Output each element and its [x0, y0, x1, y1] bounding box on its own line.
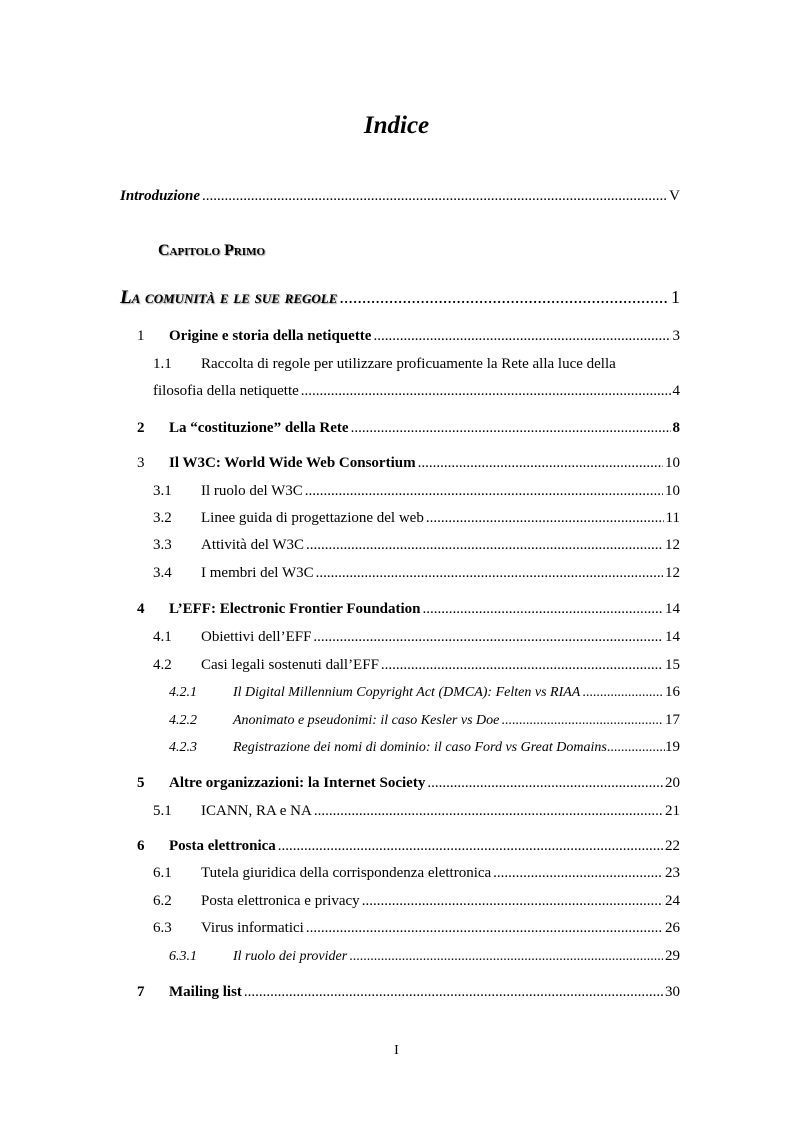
- toc-entry-3-2[interactable]: [153, 508, 680, 528]
- toc-entry-2[interactable]: [137, 418, 680, 438]
- dot-leader: [362, 891, 663, 911]
- toc-page-number: 8: [672, 420, 680, 436]
- toc-entry-3-1[interactable]: [153, 481, 680, 501]
- toc-page-number: 17: [665, 712, 680, 728]
- chapter-title: La comunità e le sue regole: [120, 287, 338, 308]
- toc-entry-label: Tutela giuridica della corrispondenza elettronica: [201, 865, 492, 881]
- toc-section-number: 4.2.3: [169, 740, 197, 755]
- toc-page-number: 14: [665, 601, 680, 617]
- toc-entry-1-1-continued[interactable]: [153, 381, 680, 401]
- page-number: I: [394, 1043, 399, 1058]
- toc-entry-label: Linee guida di progettazione del web: [201, 510, 424, 526]
- dot-leader: [306, 535, 663, 555]
- toc-entry-4-2-1[interactable]: [169, 682, 680, 702]
- toc-entry-3-3[interactable]: [153, 535, 680, 555]
- toc-section-number: 1.1: [153, 356, 172, 372]
- chapter-label: Capitolo Primo: [158, 242, 266, 259]
- toc-entry-label: La “costituzione” della Rete: [169, 420, 349, 436]
- toc-page-number: 3: [672, 328, 680, 344]
- dot-leader: [607, 738, 665, 758]
- toc-page-number: 11: [665, 510, 680, 526]
- toc-page-number: 16: [665, 684, 680, 700]
- toc-section-number: 6.2: [153, 893, 172, 909]
- toc-entry-6-3-1[interactable]: [169, 946, 680, 966]
- toc-entry-label: Attività del W3C: [201, 537, 305, 553]
- toc-entry-label: I membri del W3C: [201, 565, 314, 581]
- dot-leader: [427, 773, 663, 793]
- toc-page-number: 10: [665, 455, 680, 471]
- toc-entry-label: Virus informatici: [201, 920, 304, 936]
- toc-entry-label: Casi legali sostenuti dall’EFF: [201, 657, 379, 673]
- toc-entry-4-1[interactable]: [153, 627, 680, 647]
- toc-section-number: 3.3: [153, 537, 172, 553]
- toc-entry-label: Il Digital Millennium Copyright Act (DMCA): Felten vs RIAA: [233, 685, 581, 700]
- toc-section-number: 3.1: [153, 483, 172, 499]
- toc-section-number: 3: [137, 455, 145, 471]
- dot-leader: [418, 453, 663, 473]
- toc-section-number: 4.2.1: [169, 685, 197, 700]
- toc-entry-4-2[interactable]: [153, 655, 680, 675]
- toc-entry-6-1[interactable]: [153, 863, 680, 883]
- toc-entry-7[interactable]: [137, 982, 680, 1002]
- toc-entry-label: Altre organizzazioni: la Internet Society: [169, 775, 426, 791]
- toc-page-number: 24: [665, 893, 680, 909]
- toc-entry-4-2-3[interactable]: [169, 737, 680, 757]
- dot-leader: [426, 508, 664, 528]
- toc-section-number: 6.3.1: [169, 949, 197, 964]
- toc-section-number: 6.3: [153, 920, 172, 936]
- dot-leader: [349, 947, 663, 967]
- toc-entry-label: Registrazione dei nomi di dominio: il caso Ford vs Great Domains: [233, 740, 607, 755]
- dot-leader: [314, 801, 663, 821]
- toc-section-number: 4: [137, 601, 145, 617]
- toc-section-number: 4.1: [153, 629, 172, 645]
- dot-leader: [316, 563, 663, 583]
- dot-leader: [306, 918, 663, 938]
- toc-page-number: 21: [665, 803, 680, 819]
- dot-leader: [305, 481, 663, 501]
- toc-entry-label: Il ruolo del W3C: [201, 483, 303, 499]
- dot-leader: [582, 683, 663, 703]
- toc-entry-label: L’EFF: Electronic Frontier Foundation: [169, 601, 421, 617]
- toc-entry-3[interactable]: [137, 453, 680, 473]
- dot-leader: [493, 863, 663, 883]
- toc-page-number: 26: [665, 920, 680, 936]
- toc-entry-6[interactable]: [137, 836, 680, 856]
- toc-page-number: 12: [665, 537, 680, 553]
- toc-page-number: 15: [665, 657, 680, 673]
- toc-section-number: 5: [137, 775, 145, 791]
- toc-page-number: 1: [671, 287, 680, 307]
- toc-page-number: 14: [665, 629, 680, 645]
- toc-entry-label: Posta elettronica e privacy: [201, 893, 360, 909]
- dot-leader: [351, 418, 671, 438]
- toc-page-number: 20: [665, 775, 680, 791]
- toc-entry-introduction[interactable]: [120, 186, 680, 206]
- dot-leader: [423, 599, 663, 619]
- toc-entry-chapter-title[interactable]: [120, 287, 680, 307]
- toc-page-number: 10: [665, 483, 680, 499]
- dot-leader: [313, 627, 663, 647]
- toc-section-number: 3.4: [153, 565, 172, 581]
- toc-page-number: 22: [665, 838, 680, 854]
- toc-page-number: 19: [665, 739, 680, 755]
- toc-entry-label: Il W3C: World Wide Web Consortium: [169, 455, 416, 471]
- toc-page-number: 23: [665, 865, 680, 881]
- dot-leader: [339, 287, 669, 307]
- toc-page-number: 30: [665, 984, 680, 1000]
- toc-entry-label: Raccolta di regole per utilizzare proficuamente la Rete alla luce della: [201, 356, 616, 372]
- dot-leader: [202, 186, 667, 206]
- toc-entry-label: Obiettivi dell’EFF: [201, 629, 312, 645]
- toc-entry-label: Anonimato e pseudonimi: il caso Kesler vs Doe: [233, 713, 500, 728]
- toc-entry-4[interactable]: [137, 599, 680, 619]
- toc-page-number: V: [669, 188, 680, 204]
- toc-section-number: 6.1: [153, 865, 172, 881]
- toc-entry-6-3[interactable]: [153, 918, 680, 938]
- toc-entry-1[interactable]: [137, 326, 680, 346]
- toc-entry-3-4[interactable]: [153, 563, 680, 583]
- toc-section-number: 4.2.2: [169, 713, 197, 728]
- toc-entry-4-2-2[interactable]: [169, 710, 680, 730]
- toc-entry-label: Introduzione: [120, 188, 201, 204]
- toc-entry-1-1[interactable]: [153, 354, 680, 374]
- dot-leader: [278, 836, 663, 856]
- toc-section-number: 4.2: [153, 657, 172, 673]
- dot-leader: [373, 326, 670, 346]
- toc-page-number: 4: [672, 383, 680, 399]
- dot-leader: [501, 711, 663, 731]
- toc-entry-label: ICANN, RA e NA: [201, 803, 312, 819]
- toc-entry-label-continued: filosofia della netiquette: [153, 383, 299, 399]
- toc-section-number: 3.2: [153, 510, 172, 526]
- dot-leader: [301, 381, 671, 401]
- toc-entry-label: Il ruolo dei provider: [233, 949, 348, 964]
- toc-page-number: 12: [665, 565, 680, 581]
- toc-entry-6-2[interactable]: [153, 891, 680, 911]
- toc-section-number: 2: [137, 420, 145, 436]
- toc-entry-label: Mailing list: [169, 984, 242, 1000]
- toc-page-number: 29: [665, 948, 680, 964]
- toc-section-number: 1: [137, 328, 145, 344]
- toc-entry-5-1[interactable]: [153, 801, 680, 821]
- toc-section-number: 7: [137, 984, 145, 1000]
- dot-leader: [381, 655, 663, 675]
- toc-entry-label: Posta elettronica: [169, 838, 276, 854]
- toc-section-number: 6: [137, 838, 145, 854]
- page-title: Indice: [363, 112, 430, 139]
- toc-section-number: 5.1: [153, 803, 172, 819]
- dot-leader: [244, 982, 663, 1002]
- toc-entry-5[interactable]: [137, 773, 680, 793]
- toc-entry-label: Origine e storia della netiquette: [169, 328, 372, 344]
